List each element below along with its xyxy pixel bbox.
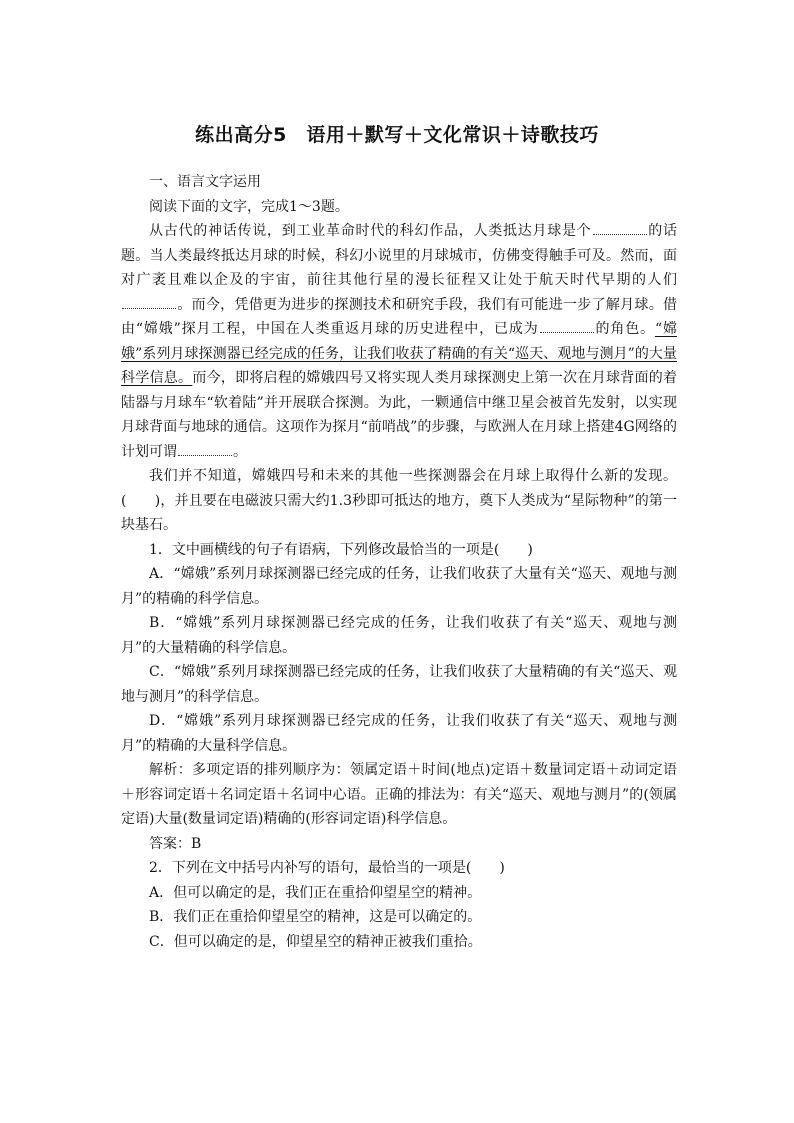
section-heading: 一、语言文字运用	[149, 174, 261, 190]
question-1-option-a: A．“嫦娥”系列月球探测器已经完成的任务，让我们收获了大量有关“巡天、观地与测月”的精确的科学信息。	[121, 566, 677, 607]
passage-text: 。	[233, 443, 247, 460]
passage-paragraph-1	[121, 219, 677, 464]
question-2-stem: 2．下列在文中括号内补写的语句，最恰当的一项是( )	[149, 860, 505, 876]
question-1-stem: 1．文中画横线的句子有语病，下列修改最恰当的一项是( )	[149, 541, 533, 558]
passage-text: 。而今，凭借更为进步的探测技术和研究手段，我们有可能进一步了解月球。借由“嫦娥”探月工程，中国在人类重返月球的历史进程中，已成为	[121, 296, 677, 337]
passage-text: 的话题。当人类最终抵达月球的时候，科幻小说里的月球城市，仿佛变得触手可及。然而，面对广袤且难以企及的宇宙，前往其他行星的漫长征程又让处于航天时代早期的人们	[121, 223, 677, 288]
fill-blank-4	[178, 441, 232, 456]
passage-text: ( )，并且要在电磁波只需大约1.3秒即可抵达的地方，奠下人类成为“星际物种”的第一块基石。	[121, 492, 677, 533]
passage-text: 我们并不知道，嫦娥四号和未来的其他一些探测器会在月球上取得什么新的发现。	[149, 468, 677, 484]
fill-blank-1	[593, 220, 647, 235]
underlined-sentence: “嫦娥”系列月球探测器已经完成的任务，让我们收获了精确的有关“巡天、观地与测月”的大量科学信息。	[121, 321, 677, 386]
instruction: 阅读下面的文字，完成1～3题。	[149, 198, 349, 215]
fill-blank-2	[122, 294, 176, 309]
question-2-option-a: A．但可以确定的是，我们正在重拾仰望星空的精神。	[149, 884, 482, 901]
fill-blank-3	[540, 318, 594, 333]
question-1-answer: 答案：B	[149, 835, 202, 852]
question-1-option-c: C．“嫦娥”系列月球探测器已经完成的任务，让我们收获了大量精确的有关“巡天、观地与测月”的科学信息。	[121, 664, 677, 705]
question-2-option-b: B．我们正在重拾仰望星空的精神，这是可以确定的。	[149, 909, 482, 925]
passage-text: 从古代的神话传说，到工业革命时代的科幻作品，人类抵达月球是个	[149, 223, 592, 239]
question-1-option-b: B．“嫦娥”系列月球探测器已经完成的任务，让我们收获了有关“巡天、观地与测月”的大量精确的科学信息。	[121, 615, 677, 656]
question-1-option-d: D．“嫦娥”系列月球探测器已经完成的任务，让我们收获了有关“巡天、观地与测月”的精确的大量科学信息。	[121, 713, 677, 754]
passage-text: 而今，即将启程的嫦娥四号又将实现人类月球探测史上第一次在月球背面的着陆器与月球车“软着陆”并开展联合探测。为此，一颗通信中继卫星会被首先发射，以实现月球背面与地球的通信。这项作为探月“前哨战”的步骤，与欧洲人在月球上搭建4G网络的计划可谓	[121, 370, 678, 460]
document-body	[121, 170, 677, 954]
passage-paragraph-2	[121, 464, 677, 538]
question-2-option-c: C．但可以确定的是，仰望星空的精神正被我们重拾。	[149, 933, 482, 950]
passage-text: 的角色。	[594, 321, 655, 337]
page-title: 练出高分5 语用＋默写＋文化常识＋诗歌技巧	[195, 124, 599, 146]
question-1-analysis: 解析：多项定语的排列顺序为：领属定语＋时间(地点)定语＋数量词定语＋动词定语＋形容词定语＋名词定语＋名词中心语。正确的排法为：有关“巡天、观地与测月”的(领属定语)大量(数量词定语)精确的(形容词定语)科学信息。	[121, 762, 677, 827]
